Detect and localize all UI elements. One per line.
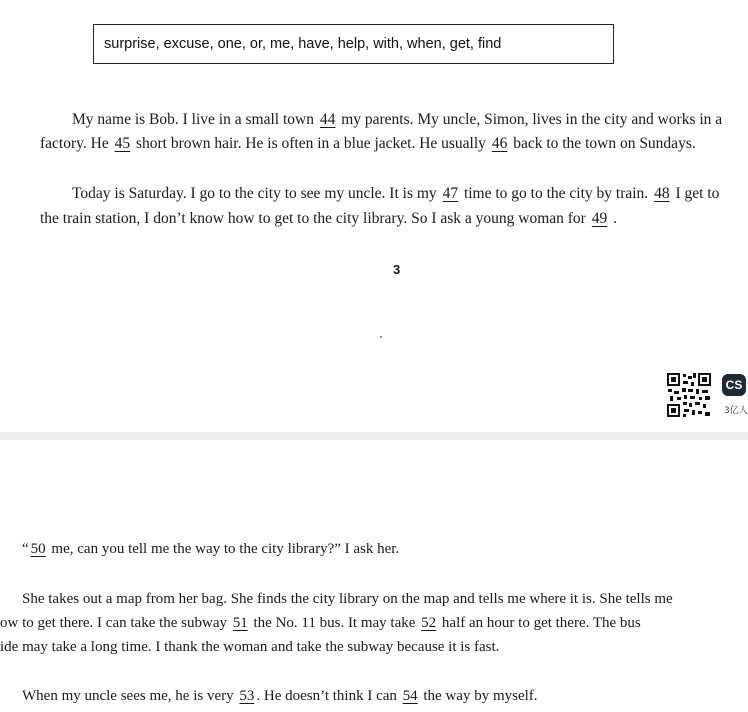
paragraph-2-line-1: Today is Saturday. I go to the city to see my uncle. It is my 47 time to go to the city by train. 48 I get to — [72, 185, 720, 202]
blank-51: 51 — [232, 615, 248, 631]
page-bottom — [0, 440, 748, 712]
paragraph-1-line-2: factory. He 45 short brown hair. He is often in a blue jacket. He usually 46 back to the town on Sundays. — [40, 135, 696, 152]
blank-44: 44 — [319, 111, 336, 128]
qr-code-icon — [666, 372, 712, 418]
blank-53: 53 — [239, 688, 255, 704]
paragraph-4-line-1: She takes out a map from her bag. She finds the city library on the map and tells me where it is. She tells me — [22, 591, 673, 607]
camscanner-logo-icon: CS — [722, 374, 746, 396]
blank-49: 49 — [591, 210, 608, 227]
paragraph-2-line-2: the train station, I don’t know how to get to the city library. So I ask a young woman for 49 . — [40, 210, 617, 227]
scan-speck — [380, 336, 382, 338]
paragraph-4-line-3: ide may take a long time. I thank the woman and take the subway because it is fast. — [0, 639, 500, 655]
page-number: 3 — [393, 262, 401, 277]
paragraph-1-line-1: My name is Bob. I live in a small town 44 my parents. My uncle, Simon, lives in the city and works in a — [72, 111, 723, 128]
blank-47: 47 — [442, 185, 459, 202]
blank-50: 50 — [30, 541, 46, 557]
blank-54: 54 — [402, 688, 418, 704]
page-divider — [0, 432, 748, 440]
word-bank-text: surprise, excuse, one, or, me, have, help, with, when, get, find — [104, 36, 502, 52]
paragraph-3-line-1: “ 50 me, can you tell me the way to the city library?” I ask her. — [22, 541, 400, 557]
paragraph-4-line-2: ow to get there. I can take the subway 51 the No. 11 bus. It may take 52 half an hour to get there. The bus — [0, 615, 641, 631]
blank-45: 45 — [114, 135, 131, 152]
paragraph-5-line-1: When my uncle sees me, he is very 53 . He doesn’t think I can 54 the way by myself. — [22, 688, 538, 704]
blank-46: 46 — [491, 135, 508, 152]
camscanner-caption: 3亿人 — [724, 406, 748, 416]
word-bank-box — [93, 24, 614, 64]
blank-52: 52 — [421, 615, 437, 631]
blank-48: 48 — [654, 185, 670, 202]
